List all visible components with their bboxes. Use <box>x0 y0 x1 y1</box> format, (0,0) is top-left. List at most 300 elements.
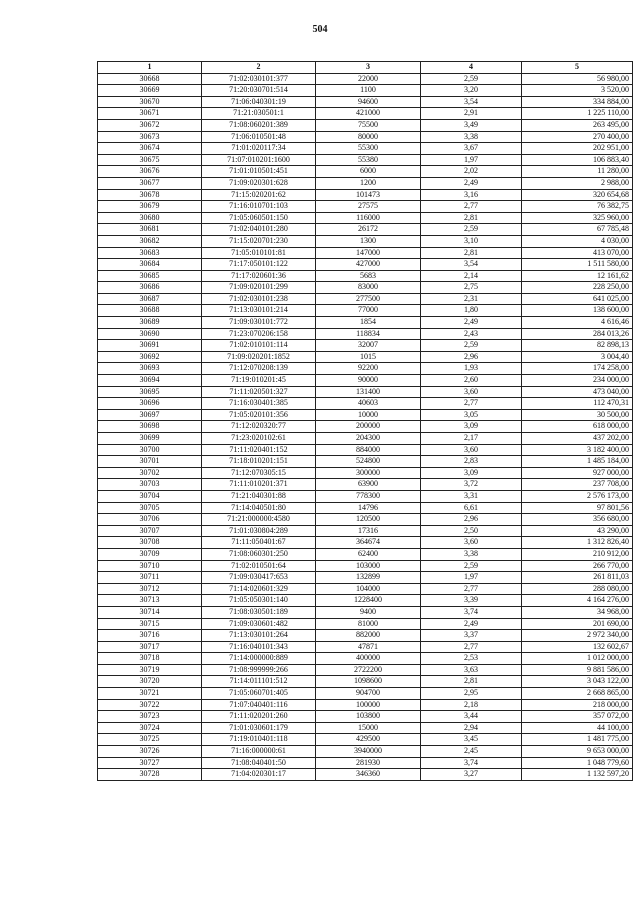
cadastral-number-cell: 71:14:000000:889 <box>202 653 316 665</box>
rate-cell: 2,77 <box>421 201 522 213</box>
area-cell: 277500 <box>316 293 421 305</box>
value-cell: 3 043 122,00 <box>522 676 633 688</box>
row-number-cell: 30691 <box>98 340 202 352</box>
table-row <box>98 189 633 201</box>
rate-cell: 2,94 <box>421 722 522 734</box>
table-row <box>98 525 633 537</box>
table-row <box>98 444 633 456</box>
cadastral-number-cell: 71:08:999999:266 <box>202 664 316 676</box>
area-cell: 427000 <box>316 259 421 271</box>
area-cell: 22000 <box>316 73 421 85</box>
value-cell: 3 520,00 <box>522 85 633 97</box>
row-number-cell: 30680 <box>98 212 202 224</box>
table-row <box>98 606 633 618</box>
area-cell: 26172 <box>316 224 421 236</box>
value-cell: 334 884,00 <box>522 96 633 108</box>
table-row <box>98 201 633 213</box>
rate-cell: 2,49 <box>421 618 522 630</box>
value-cell: 1 048 779,60 <box>522 757 633 769</box>
cadastral-number-cell: 71:13:030101:214 <box>202 305 316 317</box>
cadastral-number-cell: 71:01:030601:179 <box>202 722 316 734</box>
value-cell: 266 770,00 <box>522 560 633 572</box>
value-cell: 288 080,00 <box>522 583 633 595</box>
rate-cell: 2,77 <box>421 641 522 653</box>
cadastral-number-cell: 71:08:030501:189 <box>202 606 316 618</box>
value-cell: 2 576 173,00 <box>522 490 633 502</box>
rate-cell: 3,60 <box>421 537 522 549</box>
cadastral-number-cell: 71:08:060301:250 <box>202 548 316 560</box>
table-row <box>98 722 633 734</box>
table-row <box>98 595 633 607</box>
rate-cell: 2,53 <box>421 653 522 665</box>
rate-cell: 2,96 <box>421 514 522 526</box>
row-number-cell: 30710 <box>98 560 202 572</box>
value-cell: 927 000,00 <box>522 467 633 479</box>
area-cell: 421000 <box>316 108 421 120</box>
rate-cell: 3,54 <box>421 259 522 271</box>
row-number-cell: 30708 <box>98 537 202 549</box>
area-cell: 75500 <box>316 119 421 131</box>
row-number-cell: 30698 <box>98 421 202 433</box>
value-cell: 82 898,13 <box>522 340 633 352</box>
area-cell: 882000 <box>316 630 421 642</box>
area-cell: 94600 <box>316 96 421 108</box>
value-cell: 413 070,00 <box>522 247 633 259</box>
row-number-cell: 30686 <box>98 282 202 294</box>
area-cell: 27575 <box>316 201 421 213</box>
cadastral-number-cell: 71:05:020101:356 <box>202 409 316 421</box>
row-number-cell: 30715 <box>98 618 202 630</box>
table-row <box>98 259 633 271</box>
rate-cell: 3,54 <box>421 96 522 108</box>
rate-cell: 3,16 <box>421 189 522 201</box>
area-cell: 364674 <box>316 537 421 549</box>
rate-cell: 3,20 <box>421 85 522 97</box>
area-cell: 83000 <box>316 282 421 294</box>
rate-cell: 3,74 <box>421 757 522 769</box>
cadastral-number-cell: 71:18:010201:151 <box>202 456 316 468</box>
area-cell: 118834 <box>316 328 421 340</box>
cadastral-number-cell: 71:19:010401:118 <box>202 734 316 746</box>
area-cell: 40603 <box>316 398 421 410</box>
row-number-cell: 30712 <box>98 583 202 595</box>
value-cell: 284 013,26 <box>522 328 633 340</box>
table-row <box>98 154 633 166</box>
cadastral-number-cell: 71:01:010501:451 <box>202 166 316 178</box>
area-cell: 132899 <box>316 572 421 584</box>
cadastral-number-cell: 71:08:060201:389 <box>202 119 316 131</box>
row-number-cell: 30694 <box>98 375 202 387</box>
cadastral-number-cell: 71:12:020320:77 <box>202 421 316 433</box>
table-row <box>98 769 633 781</box>
value-cell: 132 602,67 <box>522 641 633 653</box>
cadastral-number-cell: 71:06:010501:48 <box>202 131 316 143</box>
table-row <box>98 514 633 526</box>
area-cell: 116000 <box>316 212 421 224</box>
cadastral-number-cell: 71:14:011101:512 <box>202 676 316 688</box>
rate-cell: 3,09 <box>421 421 522 433</box>
table-row <box>98 746 633 758</box>
row-number-cell: 30683 <box>98 247 202 259</box>
table-row <box>98 317 633 329</box>
row-number-cell: 30706 <box>98 514 202 526</box>
row-number-cell: 30716 <box>98 630 202 642</box>
area-cell: 15000 <box>316 722 421 734</box>
table-row <box>98 108 633 120</box>
table-row <box>98 583 633 595</box>
value-cell: 138 600,00 <box>522 305 633 317</box>
table-row <box>98 305 633 317</box>
table-row <box>98 664 633 676</box>
table-row <box>98 409 633 421</box>
value-cell: 218 000,00 <box>522 699 633 711</box>
rate-cell: 6,61 <box>421 502 522 514</box>
table-row <box>98 235 633 247</box>
cadastral-number-cell: 71:06:040301:19 <box>202 96 316 108</box>
rate-cell: 2,81 <box>421 212 522 224</box>
cadastral-number-cell: 71:17:020601:36 <box>202 270 316 282</box>
area-cell: 47871 <box>316 641 421 653</box>
value-cell: 1 225 110,00 <box>522 108 633 120</box>
cadastral-number-cell: 71:05:010101:81 <box>202 247 316 259</box>
table-row <box>98 653 633 665</box>
area-cell: 77000 <box>316 305 421 317</box>
cadastral-number-cell: 71:07:040401:116 <box>202 699 316 711</box>
rate-cell: 2,96 <box>421 351 522 363</box>
row-number-cell: 30672 <box>98 119 202 131</box>
table-row <box>98 351 633 363</box>
row-number-cell: 30696 <box>98 398 202 410</box>
row-number-cell: 30727 <box>98 757 202 769</box>
rate-cell: 3,60 <box>421 386 522 398</box>
row-number-cell: 30703 <box>98 479 202 491</box>
row-number-cell: 30714 <box>98 606 202 618</box>
cadastral-number-cell: 71:09:030101:772 <box>202 317 316 329</box>
table-row <box>98 212 633 224</box>
area-cell: 81000 <box>316 618 421 630</box>
row-number-cell: 30697 <box>98 409 202 421</box>
area-cell: 17316 <box>316 525 421 537</box>
table-row <box>98 560 633 572</box>
rate-cell: 2,31 <box>421 293 522 305</box>
table-row <box>98 757 633 769</box>
rate-cell: 2,77 <box>421 583 522 595</box>
value-cell: 2 668 865,00 <box>522 688 633 700</box>
row-number-cell: 30721 <box>98 688 202 700</box>
rate-cell: 1,97 <box>421 572 522 584</box>
rate-cell: 2,59 <box>421 224 522 236</box>
row-number-cell: 30669 <box>98 85 202 97</box>
row-number-cell: 30670 <box>98 96 202 108</box>
area-cell: 524800 <box>316 456 421 468</box>
value-cell: 106 883,40 <box>522 154 633 166</box>
row-number-cell: 30720 <box>98 676 202 688</box>
table-row <box>98 166 633 178</box>
row-number-cell: 30676 <box>98 166 202 178</box>
area-cell: 80000 <box>316 131 421 143</box>
cadastral-number-cell: 71:05:050301:140 <box>202 595 316 607</box>
area-cell: 1015 <box>316 351 421 363</box>
rate-cell: 3,10 <box>421 235 522 247</box>
row-number-cell: 30713 <box>98 595 202 607</box>
table-row <box>98 711 633 723</box>
row-number-cell: 30724 <box>98 722 202 734</box>
cadastral-number-cell: 71:09:030601:482 <box>202 618 316 630</box>
table-row <box>98 340 633 352</box>
area-cell: 778300 <box>316 490 421 502</box>
value-cell: 263 495,00 <box>522 119 633 131</box>
rate-cell: 2,83 <box>421 456 522 468</box>
rate-cell: 2,59 <box>421 560 522 572</box>
area-cell: 103000 <box>316 560 421 572</box>
table-row <box>98 131 633 143</box>
row-number-cell: 30682 <box>98 235 202 247</box>
value-cell: 237 708,00 <box>522 479 633 491</box>
cadastral-number-cell: 71:16:010701:103 <box>202 201 316 213</box>
table-row <box>98 293 633 305</box>
table-row <box>98 143 633 155</box>
row-number-cell: 30707 <box>98 525 202 537</box>
cadastral-number-cell: 71:09:020301:628 <box>202 177 316 189</box>
cadastral-number-cell: 71:15:020201:62 <box>202 189 316 201</box>
area-cell: 200000 <box>316 421 421 433</box>
value-cell: 30 500,00 <box>522 409 633 421</box>
row-number-cell: 30723 <box>98 711 202 723</box>
rate-cell: 2,95 <box>421 688 522 700</box>
area-cell: 10000 <box>316 409 421 421</box>
value-cell: 210 912,00 <box>522 548 633 560</box>
rate-cell: 3,09 <box>421 467 522 479</box>
row-number-cell: 30702 <box>98 467 202 479</box>
table-row <box>98 572 633 584</box>
table-row <box>98 502 633 514</box>
rate-cell: 2,14 <box>421 270 522 282</box>
row-number-cell: 30671 <box>98 108 202 120</box>
area-cell: 103800 <box>316 711 421 723</box>
rate-cell: 3,63 <box>421 664 522 676</box>
area-cell: 1098600 <box>316 676 421 688</box>
cadastral-number-cell: 71:04:020301:17 <box>202 769 316 781</box>
value-cell: 4 030,00 <box>522 235 633 247</box>
value-cell: 437 202,00 <box>522 433 633 445</box>
table-row <box>98 85 633 97</box>
rate-cell: 3,38 <box>421 131 522 143</box>
row-number-cell: 30677 <box>98 177 202 189</box>
table-row <box>98 734 633 746</box>
row-number-cell: 30705 <box>98 502 202 514</box>
area-cell: 281930 <box>316 757 421 769</box>
value-cell: 201 690,00 <box>522 618 633 630</box>
rate-cell: 2,45 <box>421 746 522 758</box>
cadastral-number-cell: 71:05:060701:405 <box>202 688 316 700</box>
value-cell: 357 072,00 <box>522 711 633 723</box>
value-cell: 11 280,00 <box>522 166 633 178</box>
table-row <box>98 467 633 479</box>
row-number-cell: 30693 <box>98 363 202 375</box>
rate-cell: 2,18 <box>421 699 522 711</box>
row-number-cell: 30690 <box>98 328 202 340</box>
table-row <box>98 699 633 711</box>
value-cell: 97 801,56 <box>522 502 633 514</box>
table-row <box>98 73 633 85</box>
value-cell: 4 164 276,00 <box>522 595 633 607</box>
value-cell: 1 132 597,20 <box>522 769 633 781</box>
table-row <box>98 96 633 108</box>
cadastral-number-cell: 71:05:060501:150 <box>202 212 316 224</box>
value-cell: 1 312 826,40 <box>522 537 633 549</box>
area-cell: 131400 <box>316 386 421 398</box>
cadastral-number-cell: 71:01:020117:34 <box>202 143 316 155</box>
cadastral-number-cell: 71:01:030804:289 <box>202 525 316 537</box>
row-number-cell: 30722 <box>98 699 202 711</box>
area-cell: 204300 <box>316 433 421 445</box>
table-row <box>98 386 633 398</box>
cadastral-number-cell: 71:11:020201:260 <box>202 711 316 723</box>
cadastral-number-cell: 71:08:040401:50 <box>202 757 316 769</box>
row-number-cell: 30704 <box>98 490 202 502</box>
value-cell: 202 951,00 <box>522 143 633 155</box>
table-row <box>98 433 633 445</box>
cadastral-number-cell: 71:02:040101:280 <box>202 224 316 236</box>
value-cell: 43 290,00 <box>522 525 633 537</box>
rate-cell: 2,91 <box>421 108 522 120</box>
area-cell: 9400 <box>316 606 421 618</box>
rate-cell: 2,02 <box>421 166 522 178</box>
table-row <box>98 641 633 653</box>
column-header-5: 5 <box>522 62 633 74</box>
cadastral-number-cell: 71:09:020201:1852 <box>202 351 316 363</box>
row-number-cell: 30668 <box>98 73 202 85</box>
rate-cell: 3,27 <box>421 769 522 781</box>
rate-cell: 2,59 <box>421 340 522 352</box>
row-number-cell: 30699 <box>98 433 202 445</box>
value-cell: 67 785,48 <box>522 224 633 236</box>
area-cell: 92200 <box>316 363 421 375</box>
area-cell: 32007 <box>316 340 421 352</box>
rate-cell: 1,93 <box>421 363 522 375</box>
cadastral-number-cell: 71:14:040501:80 <box>202 502 316 514</box>
rate-cell: 2,50 <box>421 525 522 537</box>
row-number-cell: 30726 <box>98 746 202 758</box>
value-cell: 1 012 000,00 <box>522 653 633 665</box>
cadastral-number-cell: 71:02:030101:238 <box>202 293 316 305</box>
area-cell: 6000 <box>316 166 421 178</box>
value-cell: 270 400,00 <box>522 131 633 143</box>
cadastral-number-cell: 71:16:000000:61 <box>202 746 316 758</box>
rate-cell: 2,43 <box>421 328 522 340</box>
row-number-cell: 30675 <box>98 154 202 166</box>
row-number-cell: 30728 <box>98 769 202 781</box>
column-header-3: 3 <box>316 62 421 74</box>
value-cell: 9 881 586,00 <box>522 664 633 676</box>
value-cell: 356 680,00 <box>522 514 633 526</box>
rate-cell: 2,59 <box>421 73 522 85</box>
area-cell: 100000 <box>316 699 421 711</box>
value-cell: 34 968,00 <box>522 606 633 618</box>
cadastral-number-cell: 71:02:010101:114 <box>202 340 316 352</box>
value-cell: 56 980,00 <box>522 73 633 85</box>
rate-cell: 3,39 <box>421 595 522 607</box>
value-cell: 641 025,00 <box>522 293 633 305</box>
row-number-cell: 30685 <box>98 270 202 282</box>
area-cell: 5683 <box>316 270 421 282</box>
cadastral-number-cell: 71:09:030417:653 <box>202 572 316 584</box>
area-cell: 400000 <box>316 653 421 665</box>
row-number-cell: 30681 <box>98 224 202 236</box>
table-row <box>98 247 633 259</box>
cadastral-number-cell: 71:16:030401:385 <box>202 398 316 410</box>
value-cell: 1 481 775,00 <box>522 734 633 746</box>
cadastral-number-cell: 71:11:020501:327 <box>202 386 316 398</box>
rate-cell: 2,75 <box>421 282 522 294</box>
rate-cell: 2,49 <box>421 177 522 189</box>
value-cell: 261 811,03 <box>522 572 633 584</box>
page-number: 504 <box>312 24 328 35</box>
rate-cell: 2,81 <box>421 676 522 688</box>
table-row <box>98 363 633 375</box>
rate-cell: 3,38 <box>421 548 522 560</box>
value-cell: 44 100,00 <box>522 722 633 734</box>
rate-cell: 1,97 <box>421 154 522 166</box>
value-cell: 228 250,00 <box>522 282 633 294</box>
cadastral-number-cell: 71:17:050101:122 <box>202 259 316 271</box>
row-number-cell: 30711 <box>98 572 202 584</box>
area-cell: 120500 <box>316 514 421 526</box>
row-number-cell: 30689 <box>98 317 202 329</box>
area-cell: 62400 <box>316 548 421 560</box>
row-number-cell: 30692 <box>98 351 202 363</box>
area-cell: 63900 <box>316 479 421 491</box>
column-header-4: 4 <box>421 62 522 74</box>
area-cell: 1200 <box>316 177 421 189</box>
cadastral-value-table <box>97 61 633 781</box>
cadastral-number-cell: 71:15:020701:230 <box>202 235 316 247</box>
value-cell: 2 988,00 <box>522 177 633 189</box>
row-number-cell: 30673 <box>98 131 202 143</box>
rate-cell: 2,60 <box>421 375 522 387</box>
row-number-cell: 30709 <box>98 548 202 560</box>
row-number-cell: 30725 <box>98 734 202 746</box>
value-cell: 4 616,46 <box>522 317 633 329</box>
area-cell: 55300 <box>316 143 421 155</box>
table-body <box>98 73 633 780</box>
area-cell: 1100 <box>316 85 421 97</box>
rate-cell: 3,74 <box>421 606 522 618</box>
value-cell: 76 382,75 <box>522 201 633 213</box>
area-cell: 90000 <box>316 375 421 387</box>
cadastral-number-cell: 71:23:070206:158 <box>202 328 316 340</box>
cadastral-number-cell: 71:11:020401:152 <box>202 444 316 456</box>
table-row <box>98 456 633 468</box>
area-cell: 1854 <box>316 317 421 329</box>
rate-cell: 3,72 <box>421 479 522 491</box>
area-cell: 884000 <box>316 444 421 456</box>
rate-cell: 1,80 <box>421 305 522 317</box>
table-row <box>98 177 633 189</box>
value-cell: 618 000,00 <box>522 421 633 433</box>
value-cell: 473 040,00 <box>522 386 633 398</box>
cadastral-number-cell: 71:13:030101:264 <box>202 630 316 642</box>
column-header-2: 2 <box>202 62 316 74</box>
cadastral-number-cell: 71:11:050401:67 <box>202 537 316 549</box>
table-row <box>98 375 633 387</box>
area-cell: 14796 <box>316 502 421 514</box>
area-cell: 55380 <box>316 154 421 166</box>
value-cell: 9 653 000,00 <box>522 746 633 758</box>
area-cell: 904700 <box>316 688 421 700</box>
row-number-cell: 30719 <box>98 664 202 676</box>
value-cell: 112 470,31 <box>522 398 633 410</box>
